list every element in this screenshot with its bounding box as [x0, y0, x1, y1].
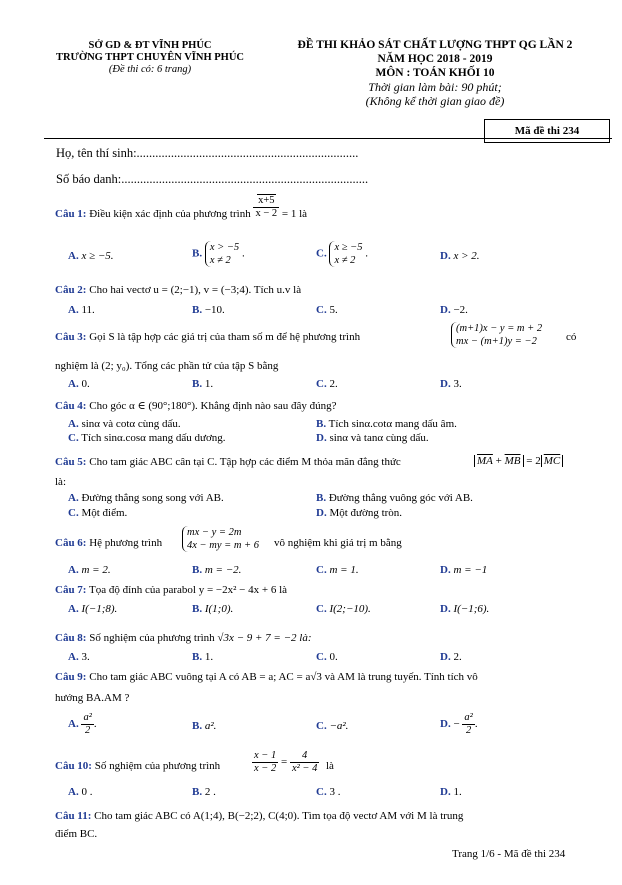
q10-option-b: B. 2 . [192, 786, 216, 798]
q5-option-a: A. Đường thẳng song song với AB. [68, 492, 224, 504]
q10-stem: Câu 10: Số nghiệm của phương trình [55, 760, 221, 772]
q6-system: mx − y = 2m 4x − my = m + 6 [182, 526, 259, 552]
q6-option-d: D. m = −1 [440, 564, 488, 576]
q4-option-a: A. sinα và cotα cùng dấu. [68, 418, 181, 430]
q10-equation: $\frac{x - 1}{x - 2}$ = $\frac{4}{\text{x² − 4}}$ [254, 750, 318, 774]
q4-option-d: D. sinα và tanα cùng dấu. [316, 432, 429, 444]
q3-system: (m+1)x − y = m + 2 mx − (m+1)y = −2 [451, 322, 542, 348]
q8-option-d: D. 2. [440, 651, 462, 663]
header-rule [44, 138, 612, 139]
q9-stem: Câu 9: Cho tam giác ABC vuông tại A có AB = a; AC = a√3 và AM là trung tuyến. Tính tích vô [55, 671, 478, 683]
department: SỞ GD & ĐT VĨNH PHÚC [88, 40, 212, 51]
q8-option-c: C. 0. [316, 651, 338, 663]
q10-option-c: C. 3 . [316, 786, 341, 798]
school-year: NĂM HỌC 2018 - 2019 [377, 53, 493, 65]
q7-option-c: C. I(2;−10). [316, 603, 371, 615]
q4-option-b: B. Tích sinα.cotα mang dấu âm. [316, 418, 457, 430]
q1-option-d: D. x > 2. [440, 250, 480, 262]
q9-option-d: D. − $\frac{\text{a²}}{2}$ . [440, 712, 478, 736]
q5-option-c: C. Một điểm. [68, 507, 128, 519]
q8-stem: Câu 8: Số nghiệm của phương trình √3x − 9 + 7 = −2 là: [55, 632, 312, 644]
q10-option-a: A. 0 . [68, 786, 93, 798]
page-count: (Đề thi có: 6 trang) [108, 64, 192, 75]
q7-stem: Câu 7: Tọa độ đỉnh của parabol y = −2x² − 4x + 6 là [55, 584, 288, 596]
candidate-name-field: Họ, tên thí sinh:....................................................................... [56, 146, 359, 160]
q1-fraction: $\frac{x+5}{x - 2}$ [255, 194, 278, 219]
q7-option-b: B. I(1;0). [192, 603, 234, 615]
q9-option-b: B. a². [192, 720, 217, 732]
q1-text: Điều kiện xác định của phương trình [89, 208, 251, 220]
q6-option-c: C. m = 1. [316, 564, 359, 576]
q1-option-a: A. x ≥ −5. [68, 250, 114, 262]
q3-option-d: D. 3. [440, 378, 462, 390]
q7-option-d: D. I(−1;6). [440, 603, 490, 615]
time-limit: Thời gian làm bài: 90 phút; [368, 80, 502, 94]
q9-option-c: C. −a². [316, 720, 349, 732]
q3-stem: Câu 3: Gọi S là tập hợp các giá trị của tham số m để hệ phương trình [55, 331, 361, 343]
q5-equation: $\overline{MA} + \overline{MB} = 2$ $\overline{MC}$ [474, 455, 563, 467]
q3-line2: nghiệm là (2; y₀). Tổng các phần tử của tập S bằng [55, 360, 279, 372]
candidate-id-field: Số báo danh:............................................................................... [56, 172, 369, 186]
time-note: (Không kể thời gian giao đề) [365, 94, 505, 108]
q2-option-d: D. −2. [440, 304, 468, 316]
q10-tail: là [326, 760, 334, 772]
q3-option-b: B. 1. [192, 378, 214, 390]
q1-option-b: B. x > −5 x ≠ 2 . [192, 242, 245, 266]
q2-option-b: B. −10. [192, 304, 225, 316]
exam-title: ĐỀ THI KHẢO SÁT CHẤT LƯỢNG THPT QG LẦN 2 [297, 39, 573, 51]
q3-option-c: C. 2. [316, 378, 338, 390]
q9-option-a: A. $\frac{\text{a²}}{2}$ . [68, 712, 97, 736]
q2-option-c: C. 5. [316, 304, 338, 316]
q1-stem: Câu 1: Điều kiện xác định của phương trình $\frac{x+5}{x - 2}$ = 1 là [55, 194, 308, 220]
q4-option-c: C. Tích sinα.cosα mang dấu dương. [68, 432, 226, 444]
header-left [50, 40, 250, 76]
q5-option-d: D. Một đường tròn. [316, 507, 403, 519]
school-name: TRƯỜNG THPT CHUYÊN VĨNH PHÚC [55, 52, 245, 63]
page-footer: Trang 1/6 - Mã đề thi 234 [452, 848, 566, 860]
q7-option-a: A. I(−1;8). [68, 603, 118, 615]
q8-option-a: A. 3. [68, 651, 90, 663]
q4-stem: Câu 4: Cho góc α ∈ (90°;180°). Khẳng định nào sau đây đúng? [55, 400, 337, 412]
q2-stem: Câu 2: Cho hai vectơ u = (2;−1), v = (−3;4). Tích u.v là [55, 284, 302, 296]
q3-tail: có [566, 331, 577, 343]
q11-stem: Câu 11: Cho tam giác ABC có A(1;4), B(−2;2), C(4;0). Tìm tọa độ vectơ AM với M là trung [55, 810, 464, 822]
q11-line2: điểm BC. [55, 828, 98, 840]
q9-line2: hướng BA.AM ? [55, 692, 130, 704]
q5-option-b: B. Đường thẳng vuông góc với AB. [316, 492, 473, 504]
q6-option-b: B. m = −2. [192, 564, 242, 576]
header-right [270, 38, 600, 108]
q6-option-a: A. m = 2. [68, 564, 111, 576]
q6-tail: vô nghiệm khi giá trị m bằng [274, 537, 402, 549]
q2-option-a: A. 11. [68, 304, 95, 316]
q3-option-a: A. 0. [68, 378, 90, 390]
q8-option-b: B. 1. [192, 651, 214, 663]
q6-stem: Câu 6: Hệ phương trình [55, 537, 163, 549]
exam-code: Mã đề thi 234 [484, 119, 610, 143]
q5-line2: là: [55, 476, 66, 488]
q1-label: Câu 1: [55, 208, 87, 220]
q10-option-d: D. 1. [440, 786, 462, 798]
q1-option-c: C. x ≥ −5 x ≠ 2 . [316, 242, 368, 266]
subject: MÔN : TOÁN KHỐI 10 [375, 67, 495, 79]
q5-stem: Câu 5: Cho tam giác ABC cân tại C. Tập hợp các điểm M thỏa mãn đẳng thức [55, 456, 401, 468]
q1-tail: là [299, 208, 308, 220]
